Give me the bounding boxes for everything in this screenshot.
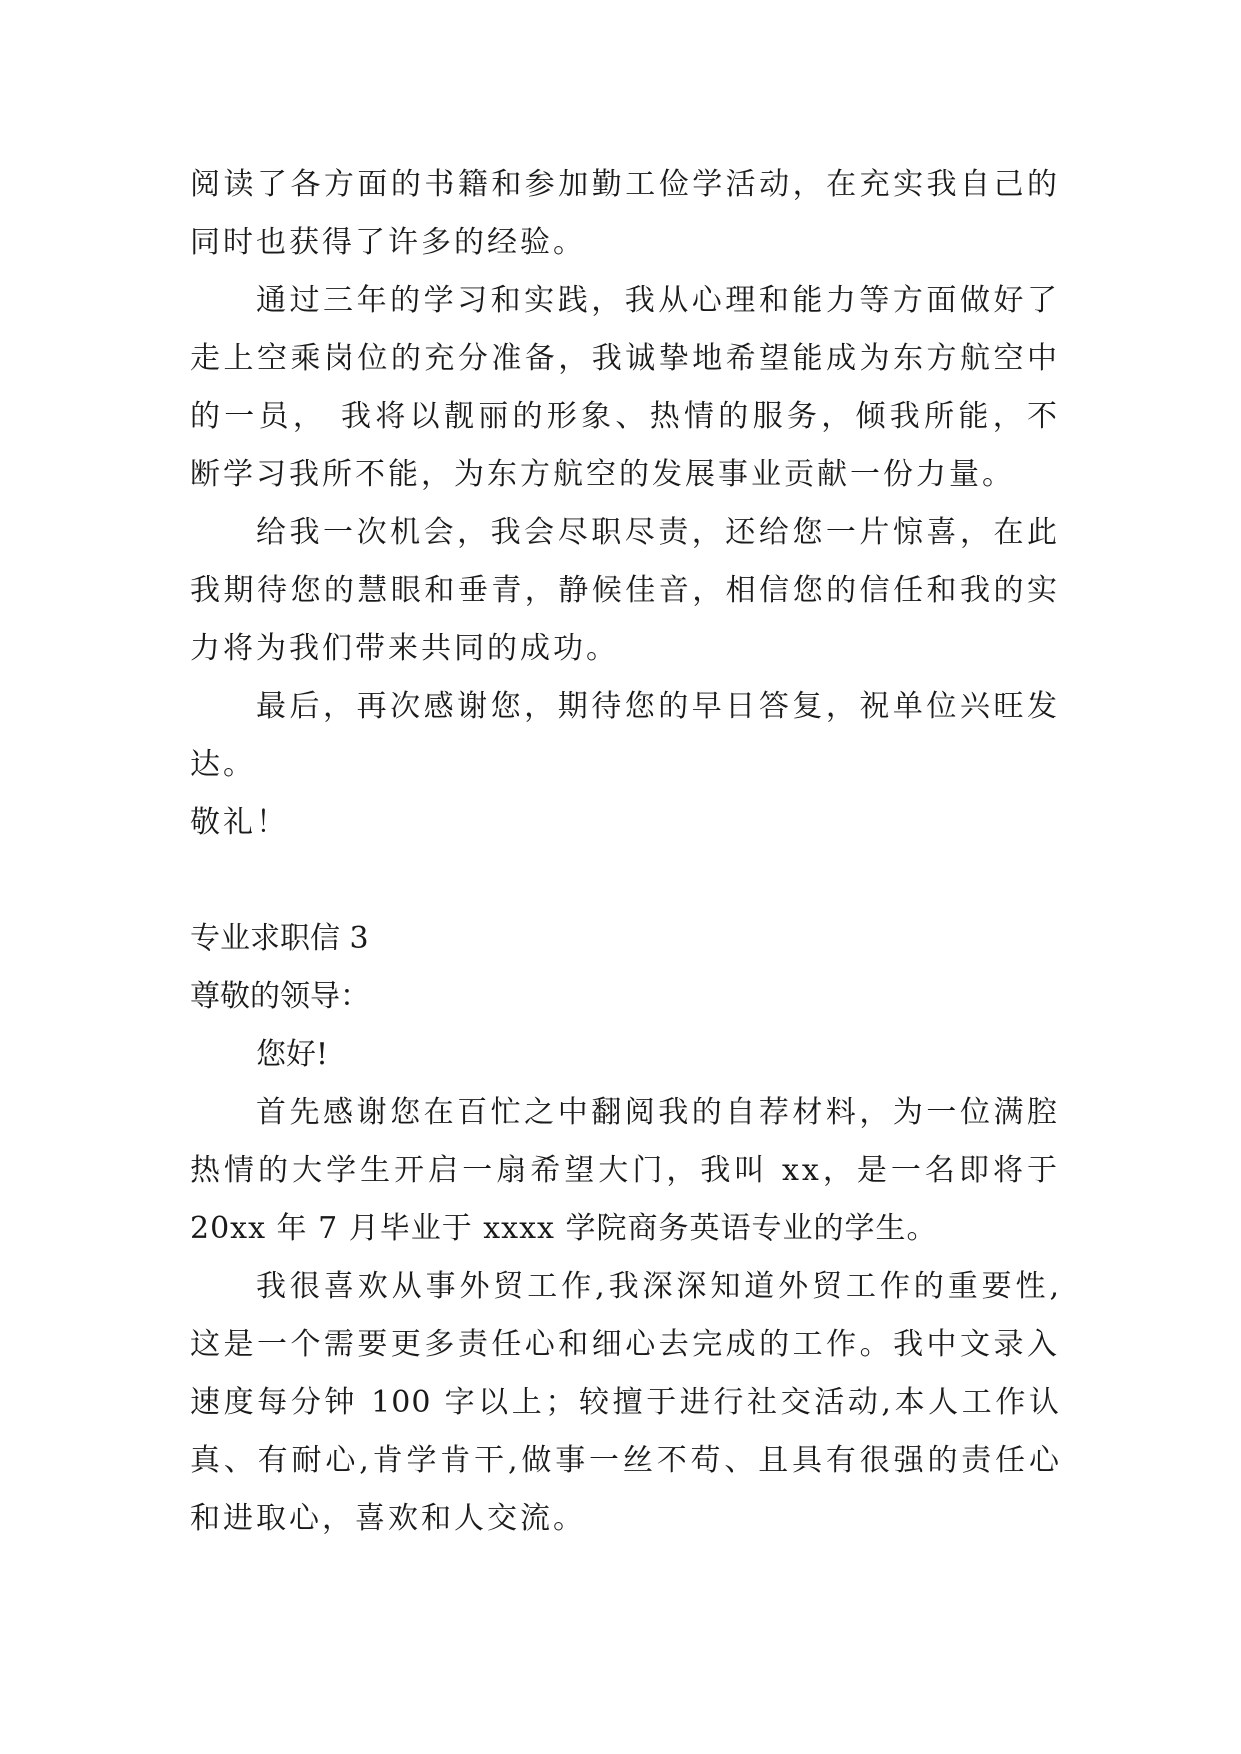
paragraph-line: 真、有耐心,肯学肯干,做事一丝不苟、且具有很强的责任心 [190, 1443, 1060, 1478]
paragraph-line: 断学习我所不能，为东方航空的发展事业贡献一份力量。 [190, 457, 1015, 492]
paragraph-line: 阅读了各方面的书籍和参加勤工俭学活动，在充实我自己的 [190, 167, 1060, 202]
paragraph-line: 速度每分钟 100 字以上；较擅于进行社交活动,本人工作认 [190, 1385, 1060, 1420]
paragraph-line: 力将为我们带来共同的成功。 [190, 631, 619, 666]
paragraph-line: 首先感谢您在百忙之中翻阅我的自荐材料，为一位满腔 [256, 1095, 1060, 1130]
paragraph-line: 通过三年的学习和实践，我从心理和能力等方面做好了 [256, 283, 1060, 318]
closing-salutation: 敬礼！ [190, 805, 289, 840]
paragraph-line: 的一员， 我将以靓丽的形象、热情的服务，倾我所能，不 [190, 399, 1060, 434]
paragraph-line: 同时也获得了许多的经验。 [190, 225, 586, 260]
paragraph-line: 我很喜欢从事外贸工作,我深深知道外贸工作的重要性, [256, 1269, 1060, 1304]
paragraph-line: 我期待您的慧眼和垂青，静候佳音，相信您的信任和我的实 [190, 573, 1060, 608]
paragraph-line: 给我一次机会，我会尽职尽责，还给您一片惊喜，在此 [256, 515, 1060, 550]
paragraph-line: 走上空乘岗位的充分准备，我诚挚地希望能成为东方航空中 [190, 341, 1060, 376]
paragraph-line: 最后，再次感谢您，期待您的早日答复，祝单位兴旺发 [256, 689, 1060, 724]
paragraph-line: 热情的大学生开启一扇希望大门，我叫 xx，是一名即将于 [190, 1153, 1060, 1188]
section-title: 专业求职信 3 [190, 921, 369, 956]
paragraph-line: 20xx 年 7 月毕业于 xxxx 学院商务英语专业的学生。 [190, 1211, 938, 1246]
paragraph-line: 和进取心，喜欢和人交流。 [190, 1501, 586, 1536]
greeting-recipient: 尊敬的领导： [190, 979, 370, 1014]
paragraph-line: 达。 [190, 747, 256, 782]
paragraph-line: 这是一个需要更多责任心和细心去完成的工作。我中文录入 [190, 1327, 1060, 1362]
greeting: 您好! [256, 1037, 329, 1072]
